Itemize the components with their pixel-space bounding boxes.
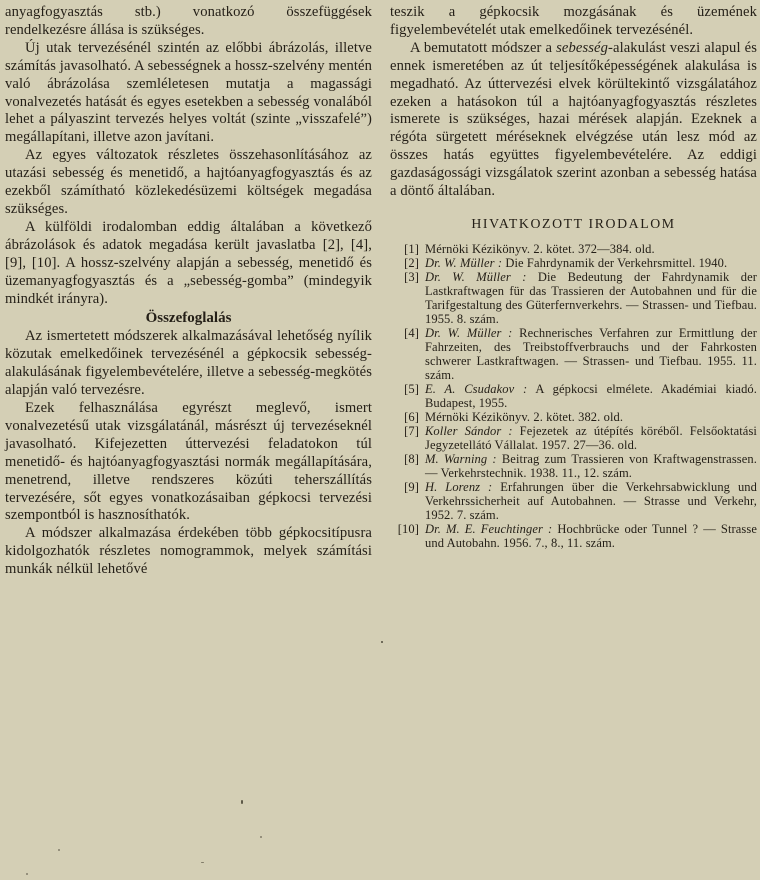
right-column — [390, 4, 757, 579]
paragraph — [390, 40, 757, 201]
reference-author: Dr. W. Müller : — [425, 255, 503, 270]
reference-item — [390, 522, 757, 550]
left-column — [5, 4, 372, 579]
reference-author: E. A. Csudakov : — [425, 381, 528, 396]
reference-item — [390, 382, 757, 410]
reference-author: M. Warning : — [425, 451, 497, 466]
reference-text: Mérnöki Kézikönyv. 2. kötet. 382. old. — [425, 409, 624, 424]
reference-item — [390, 424, 757, 452]
reference-text: Erfahrungen über die Verkehrsabwicklung und Verkehrssicherheit auf Autobahnen. — Strasse und Verkehr, 1952. 7. szám. — [425, 479, 757, 522]
scan-speck — [260, 836, 262, 838]
reference-text: Mérnöki Kézikönyv. 2. kötet. 372—384. old. — [425, 241, 655, 256]
reference-number: [2] — [404, 255, 419, 270]
reference-number: [3] — [404, 269, 419, 284]
paragraph-text: A bemutatott módszer a — [410, 39, 557, 56]
paragraph: Ezek felhasználása egyrészt meglevő, ismert vonalvezetésű utak vizsgálatánál, másrészt új tervezéseknél javasolható. Kifejezetten úttervezési feladatokon túl menetidő- és hajtóanyagfogyasztási normák megállapítására, menetrend, illetve rendszeres közúti teherszállítás tervezésére, sőt egyes vonatkozásaiban gépkocsi tervezési szempontból is hasznosíthatók. — [5, 400, 372, 524]
reference-number: [1] — [404, 241, 419, 256]
reference-list — [390, 242, 757, 550]
reference-text: Beitrag zum Trassieren von Kraftwagenstrassen. — Verkehrstechnik. 1938. 11., 12. szám. — [425, 451, 757, 480]
reference-text: Die Bedeutung der Fahrdynamik der Lastkraftwagen für das Trassieren der Autobahnen und für die Tarifgestaltung des Güterfernverkehrs. — Strassen- und Tiefbau. 1955. 8. szám. — [425, 269, 757, 326]
paragraph: teszik a gépkocsik mozgásának és üzemének figyelembevételét utak emelkedőinek tervezésénél. — [390, 4, 757, 38]
reference-item — [390, 270, 757, 326]
reference-text: Fejezetek az útépítés köréből. Felsőoktatási Jegyzetellátó Vállalat. 1957. 27—36. old. — [425, 423, 757, 452]
reference-item — [390, 480, 757, 522]
paragraph-text: -alakulást veszi alapul és ennek ismeretében az út teljesítőképességének alakulása is megadható. Az úttervezési elvek körültekintő vizsgálatához ezeken a hatásokon túl a hajtóanyagfogyasztás részletes ismerete is szükséges, hazai mérések alapján. Ezeknek a régóta sürgetett méréseknek elvégzése után lesz mód az összes hatás együttes figyelembevételére. Az eddigi gazdaságossági vizsgálatok szerint azonban a sebesség hatása a döntő általában. — [390, 39, 757, 200]
reference-number: [6] — [404, 409, 419, 424]
paragraph: Az egyes változatok részletes összehasonlításához az utazási sebesség és menetidő, a hajtóanyagfogyasztás és az ezekből számítható közlekedésüzemi költségek megadása szükséges. — [5, 147, 372, 217]
reference-author: Koller Sándor : — [425, 423, 513, 438]
reference-text: A gépkocsi elmélete. Akadémiai kiadó. Budapest, 1955. — [425, 381, 757, 410]
reference-item — [390, 410, 757, 424]
reference-number: [4] — [404, 325, 419, 340]
paragraph: Új utak tervezésénél szintén az előbbi ábrázolás, illetve számítás javasolható. A sebességnek a hossz-szelvény mentén való ábrázolása szemléletesen mutatja a magassági vonalvezetés hatását és egyes esetekben a sebesség vonalából lehet a pályaszint tervezés helyes voltát (szinte „visszafelé”) megállapítani, illetve azon javítani. — [5, 39, 372, 146]
paragraph: anyagfogyasztás stb.) vonatkozó összefüggések rendelkezésre állása is szükséges. — [5, 4, 372, 38]
summary-heading: Összefoglalás — [145, 310, 232, 327]
reference-text: Hochbrücke oder Tunnel ? — Strasse und Autobahn. 1956. 7., 8., 11. szám. — [425, 521, 758, 550]
reference-item — [390, 326, 757, 382]
reference-item — [390, 242, 757, 256]
paragraph: Az ismertetett módszerek alkalmazásával lehetőség nyílik közutak emelkedőinek tervezésénél a gépkocsik sebesség-alakulásának figyelembevételére, illetve a sebesség-megkötés alapján való tervezésre. — [5, 328, 372, 399]
scan-speck — [201, 862, 204, 863]
paragraph: A módszer alkalmazása érdekében több gépkocsitípusra kidolgozhatók részletes nomogrammok, melyek számítási munkák nélkül lehetővé — [5, 525, 372, 578]
paragraph: A külföldi irodalomban eddig általában a következő ábrázolások és adatok megadása került javaslatba [2], [4], [9], [10]. A hossz-szelvény alapján a sebesség, menetidő és üzemanyagfogyasztás és a „sebesség-gomba” (mindegyik mindkét irányra). — [5, 218, 372, 307]
reference-author: Dr. W. Müller : — [425, 325, 513, 340]
reference-number: [5] — [404, 381, 419, 396]
reference-item — [390, 452, 757, 480]
reference-text: Die Fahrdynamik der Verkehrsmittel. 1940. — [505, 255, 728, 270]
emphasized-term: sebesség — [556, 39, 609, 56]
reference-author: H. Lorenz : — [425, 479, 493, 494]
reference-text: Rechnerisches Verfahren zur Ermittlung der Fahrzeiten, des Treibstoffverbrauchs und der Fahrkosten schwerer Lastkraftwagen. — Strassen- und Tiefbau. 1955. 11. szám. — [425, 325, 757, 382]
reference-number: [8] — [404, 451, 419, 466]
scan-speck — [241, 800, 243, 804]
reference-number: [10] — [397, 521, 419, 536]
scan-speck — [58, 849, 60, 851]
reference-author: Dr. M. E. Feuchtinger : — [425, 521, 553, 536]
reference-item — [390, 256, 757, 270]
reference-number: [7] — [404, 423, 419, 438]
scan-speck — [26, 873, 28, 875]
reference-author: Dr. W. Müller : — [425, 269, 527, 284]
scan-speck — [381, 641, 383, 643]
bibliography-heading: HIVATKOZOTT IRODALOM — [471, 215, 676, 231]
reference-number: [9] — [404, 479, 419, 494]
